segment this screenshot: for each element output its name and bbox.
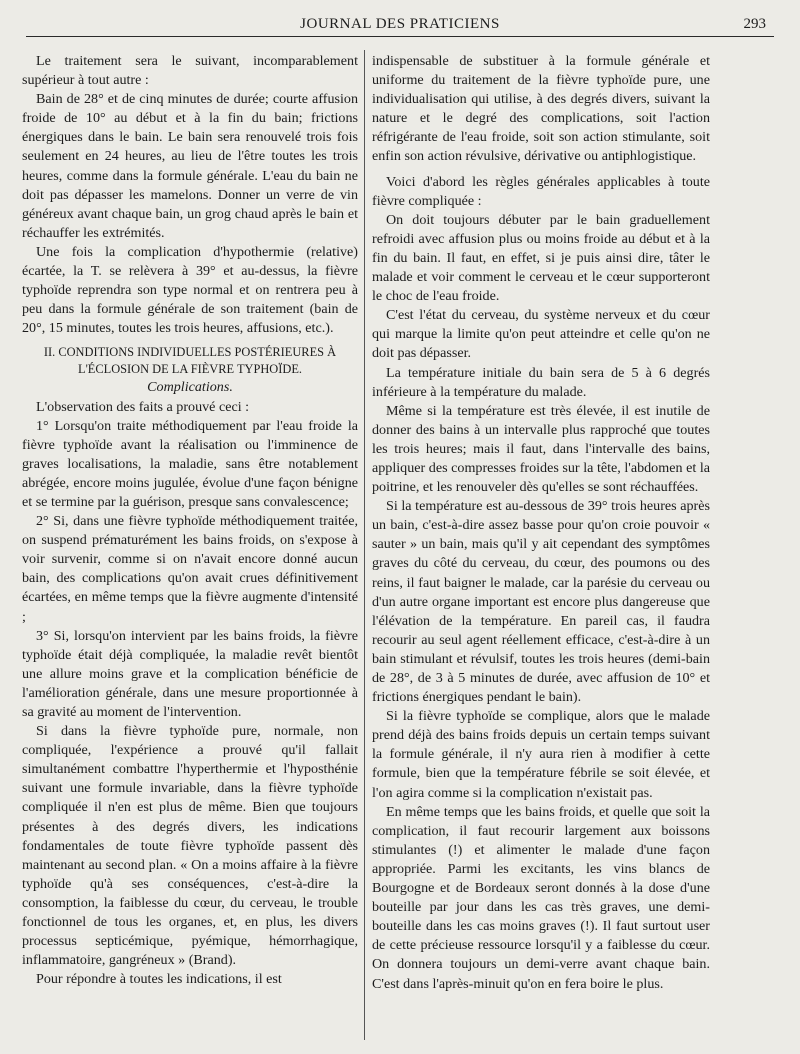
paragraph: 1° Lorsqu'on traite méthodiquement par l'eau froide la fièvre typhoïde avant la réalisation ou l'imminence de graves localisations, la maladie, sans être notablement abrégée, encore moins jugulée, évolue d'une façon bénigne et se termine par la guérison, presque sans convalescence; (22, 417, 358, 510)
paragraph: Bain de 28° et de cinq minutes de durée; courte affusion froide de 10° au début et à la fin du bain; frictions énergiques dans le bain. Le bain sera renouvelé trois fois seulement en 24 heures, au lieu de l'être toutes les trois heures, comme dans la formule générale. L'eau du bain ne doit pas dépasser les mamelons. Donner un verre de vin généreux avant chaque bain, un grog chaud après le bain et réchauffer les extrémités. (22, 91, 358, 241)
paragraph-continuation: indispensable de substituer à la formule générale et uniforme du traitement de la fièvre typhoïde pure, une individualisation qui utilise, à des degrés divers, suivant la nature et le degré des complications, soit l'action réfrigérante de l'eau froide, soit son action stimulante, soit enfin son action révulsive, dérivative ou antiphlogistique. (372, 53, 710, 165)
journal-title: JOURNAL DES PRATICIENS (300, 16, 500, 32)
page-header (26, 14, 774, 37)
left-column (22, 52, 358, 1052)
paragraph: 2° Si, dans une fièvre typhoïde méthodiquement traitée, on suspend prématurément les bains froids, on s'expose à voir survenir, comme si on n'avait encore donné aucun bain, des complications qu'on avait crues définitivement écartées, en même temps que la fièvre augmente d'intensité ; (22, 513, 358, 625)
section-heading: II. CONDITIONS INDIVIDUELLES POSTÉRIEURES À L'ÉCLOSION DE LA FIÈVRE TYPHOÏDE. (43, 345, 337, 377)
paragraph: Voici d'abord les règles générales applicables à toute fièvre compliquée : (372, 173, 710, 209)
paragraph: En même temps que les bains froids, et quelle que soit la complication, il faut recourir largement aux boissons stimulantes (!) et alimenter le malade d'une façon appropriée. Parmi les excitants, les vins blancs de Bourgogne et de Bordeaux seront donnés à la dose d'une bouteille par jour dans les cas très graves, une demi-bouteille dans les cas moins graves (!). Il faut surtout user de cette précieuse ressource lorsqu'il y a faiblesse du cœur. On donnera toujours un demi-verre avant chaque bain. C'est dans l'après-minuit qu'on en fera boire le plus. (372, 803, 710, 992)
paragraph: Pour répondre à toutes les indications, il est (36, 971, 282, 988)
column-divider (364, 50, 365, 1040)
page-number: 293 (743, 16, 766, 32)
paragraph: Une fois la complication d'hypothermie (relative) écartée, la T. se relèvera à 39° et au-dessus, la fièvre typhoïde reprendra son type normal et on rentrera peu à peu dans la formule générale de son traitement (bain de 20°, 15 minutes, toutes les trois heures, affusions, etc.). (22, 243, 358, 337)
paragraph: Si la fièvre typhoïde se complique, alors que le malade prend déjà des bains froids depuis un certain temps suivant la formule générale, il n'y aura rien à modifier à cette formule, bien que la température fébrile se soit élevée, et l'on agira comme si la complication n'existait pas. (372, 708, 710, 801)
paragraph: L'observation des faits a prouvé ceci : (36, 398, 250, 415)
paragraph: 3° Si, lorsqu'on intervient par les bains froids, la fièvre typhoïde était déjà compliquée, la maladie revêt bientôt une allure moins grave et la complication bénéficie de l'amélioration générale, dans une mesure proportionnée à sa gravité au moment de l'intervention. (22, 627, 358, 720)
paragraph: Le traitement sera le suivant, incomparablement supérieur à tout autre : (22, 53, 358, 89)
paragraph: On doit toujours débuter par le bain graduellement refroidi avec affusion plus ou moins froide au début et à la fin du bain. Il faut, en effet, si je puis ainsi dire, tâter le malade et voir comment le cerveau et le cœur supporteront le choc de l'eau froide. (372, 211, 710, 305)
paragraph: La température initiale du bain sera de 5 à 6 degrés inférieure à la température du malade. (372, 364, 710, 400)
paragraph: Si dans la fièvre typhoïde pure, normale, non compliquée, l'expérience a prouvé qu'il fallait simultanément combattre l'hyperthermie et l'hyposthénie suivant une formule invariable, dans la fièvre typhoïde compliquée il n'en est plus de même. Bien que toujours présentes à des degrés divers, les indications fondamentales de toute fièvre typhoïde passent dès maintenant au second plan. « On a moins affaire à la fièvre typhoïde qu'à ses conséquences, c'est-à-dire la consomption, la faiblesse du cœur, du cerveau, le trouble fonctionnel de tous les organes, et, en plus, les divers processus septicémique, pyémique, hémorrhagique, inflammatoire, gangréneux » (Brand). (22, 723, 358, 969)
paragraph: Même si la température est très élevée, il est inutile de donner des bains à un intervalle plus rapproché que toutes les trois heures; mais il faut, dans l'intervalle des bains, appliquer des compresses froides sur la tête, l'abdomen et la poitrine, et les renouveler dès qu'elles se sont réchauffées. (372, 402, 710, 496)
right-column (372, 52, 710, 1052)
paragraph: Si la température est au-dessous de 39° trois heures après un bain, c'est-à-dire assez basse pour qu'on croie pouvoir « sauter » un bain, mais qu'il y ait cependant des symptômes graves du côté du cerveau, du cœur, des poumons ou des reins, il faut baigner le malade, car la parésie du cerveau ou d'un autre organe important est encore plus dangereuse que l'élévation de la température. En pareil cas, il faudra recourir au seul agent réellement efficace, c'est-à-dire à un bain stimulant et révulsif, toutes les trois heures (demi-bain de 28°, de 3 à 5 minutes de durée, avec affusion de 10° et frictions énergiques pendant le bain). (372, 498, 710, 706)
section-subheading: Complications. (147, 379, 233, 396)
paragraph: C'est l'état du cerveau, du système nerveux et du cœur qui marque la limite qu'on peut atteindre et celle qu'on ne doit pas dépasser. (372, 307, 710, 362)
